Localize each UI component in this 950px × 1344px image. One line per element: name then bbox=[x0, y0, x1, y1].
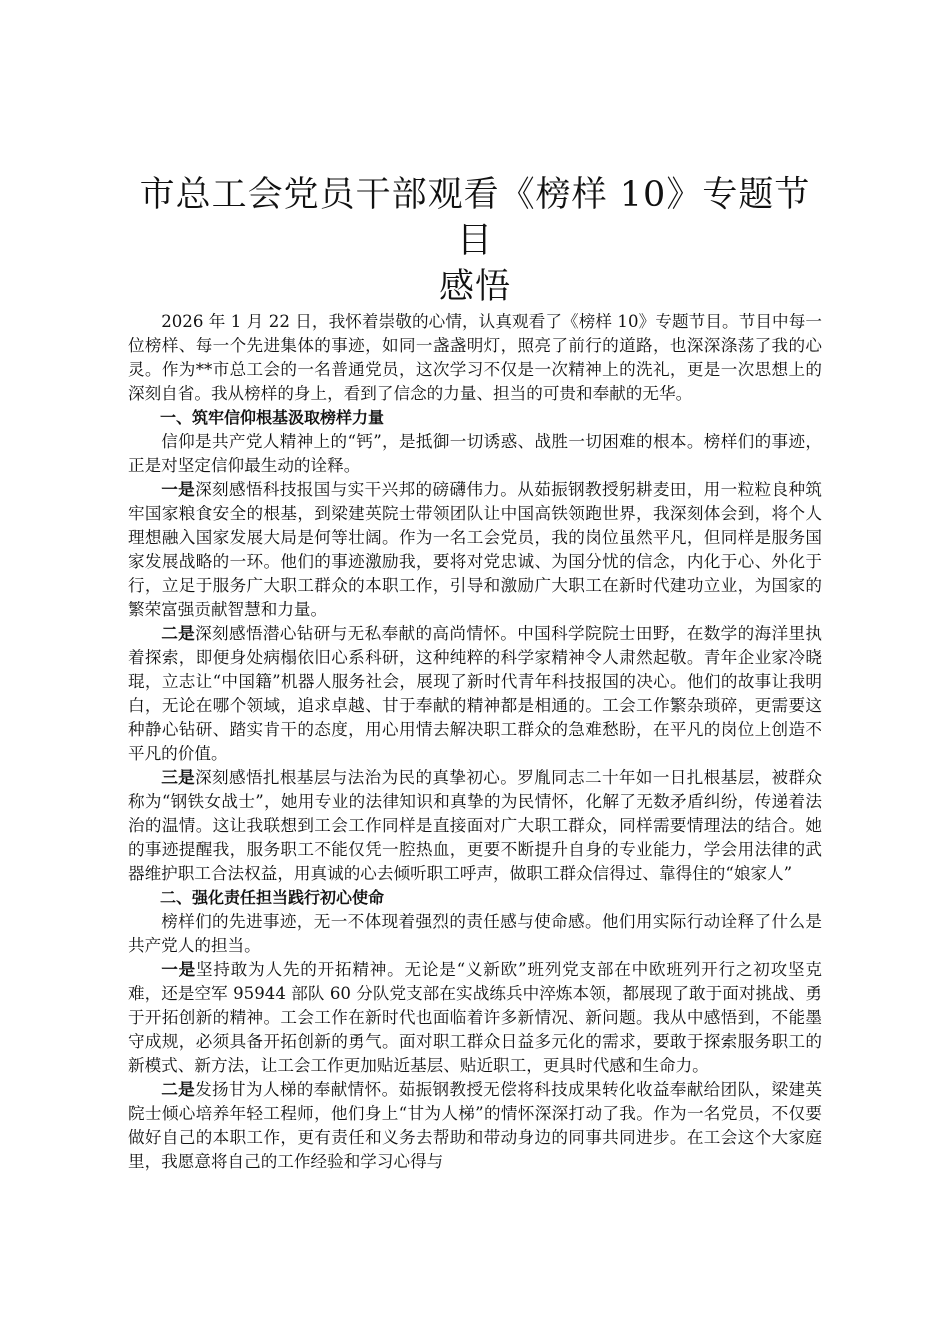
paragraph-text: 一、筑牢信仰根基汲取榜样力量 bbox=[160, 408, 385, 427]
document-title bbox=[128, 172, 822, 310]
body-paragraph bbox=[128, 958, 822, 1078]
paragraph-text: 2026 年 1 月 22 日，我怀着崇敬的心情，认真观看了《榜样 10》专题节目。节目中每一位榜样、每一个先进集体的事迹，如同一盏盏明灯，照亮了前行的道路，也深深涤荡了我的心灵。作为**市总工会的一名普通党员，这次学习不仅是一次精神上的洗礼，更是一次思想上的深刻自省。我从榜样的身上，看到了信念的力量、担当的可贵和奉献的无华。 bbox=[128, 312, 822, 403]
paragraph-text: 信仰是共产党人精神上的“钙”，是抵御一切诱惑、战胜一切困难的根本。榜样们的事迹，正是对坚定信仰最生动的诠释。 bbox=[128, 432, 822, 475]
body-paragraph bbox=[128, 310, 822, 406]
body-paragraph bbox=[128, 430, 822, 478]
paragraph-lead: 一是 bbox=[161, 960, 196, 979]
paragraph-text: 坚持敢为人先的开拓精神。无论是“义新欧”班列党支部在中欧班列开行之初攻坚克难，还是空军 95944 部队 60 分队党支部在实战练兵中淬炼本领，都展现了敢于面对挑战、勇于开拓创新的精神。工会工作在新时代也面临着许多新情况、新问题。我从中感悟到，不能墨守成规，必须具备开拓创新的勇气。面对职工群众日益多元化的需求，要敢于探索服务职工的新模式、新方法，让工会工作更加贴近基层、贴近职工，更具时代感和生命力。 bbox=[128, 960, 823, 1075]
paragraph-text: 二、强化责任担当践行初心使命 bbox=[160, 888, 385, 907]
paragraph-text: 榜样们的先进事迹，无一不体现着强烈的责任感与使命感。他们用实际行动诠释了什么是共产党人的担当。 bbox=[128, 912, 822, 955]
section-heading bbox=[128, 886, 822, 910]
document-content bbox=[128, 172, 822, 1174]
body-paragraph bbox=[128, 478, 822, 622]
body-paragraph bbox=[128, 910, 822, 958]
paragraph-text: 深刻感悟扎根基层与法治为民的真挚初心。罗胤同志二十年如一日扎根基层，被群众称为“钢铁女战士”，她用专业的法律知识和真挚的为民情怀，化解了无数矛盾纠纷，传递着法治的温情。这让我联想到工会工作同样是直接面对广大职工群众，同样需要情理法的结合。她的事迹提醒我，服务职工不能仅凭一腔热血，更要不断提升自身的专业能力，学会用法律的武器维护职工合法权益，用真诚的心去倾听职工呼声，做职工群众信得过、靠得住的“娘家人” bbox=[128, 768, 822, 883]
section-heading bbox=[128, 406, 822, 430]
paragraph-text: 发扬甘为人梯的奉献情怀。茹振钢教授无偿将科技成果转化收益奉献给团队，梁建英院士倾心培养年轻工程师，他们身上“甘为人梯”的情怀深深打动了我。作为一名党员，不仅要做好自己的本职工作，更有责任和义务去帮助和带动身边的同事共同进步。在工会这个大家庭里，我愿意将自己的工作经验和学习心得与 bbox=[128, 1080, 822, 1171]
title-line-1: 市总工会党员干部观看《榜样 10》专题节目 bbox=[139, 175, 811, 261]
body-paragraph bbox=[128, 766, 822, 886]
paragraph-lead: 二是 bbox=[161, 1080, 196, 1099]
paragraph-lead: 二是 bbox=[161, 624, 196, 643]
paragraph-text: 深刻感悟潜心钻研与无私奉献的高尚情怀。中国科学院院士田野，在数学的海洋里执着探索，即便身处病榻依旧心系科研，这种纯粹的科学家精神令人肃然起敬。青年企业家冷晓琨，立志让“中国籍”机器人服务社会，展现了新时代青年科技报国的决心。他们的故事让我明白，无论在哪个领域，追求卓越、甘于奉献的精神都是相通的。工会工作繁杂琐碎，更需要这种静心钻研、踏实肯干的态度，用心用情去解决职工群众的急难愁盼，在平凡的岗位上创造不平凡的价值。 bbox=[128, 624, 822, 763]
document-body bbox=[128, 310, 822, 1174]
paragraph-lead: 三是 bbox=[161, 768, 196, 787]
body-paragraph bbox=[128, 1078, 822, 1174]
body-paragraph bbox=[128, 622, 822, 766]
paragraph-text: 深刻感悟科技报国与实干兴邦的磅礴伟力。从茹振钢教授躬耕麦田，用一粒粒良种筑牢国家粮食安全的根基，到梁建英院士带领团队让中国高铁领跑世界，我深刻体会到，将个人理想融入国家发展大局是何等壮阔。作为一名工会党员，我的岗位虽然平凡，但同样是服务国家发展战略的一环。他们的事迹激励我，要将对党忠诚、为国分忧的信念，内化于心、外化于行，立足于服务广大职工群众的本职工作，引导和激励广大职工在新时代建功立业，为国家的繁荣富强贡献智慧和力量。 bbox=[128, 480, 822, 619]
paragraph-lead: 一是 bbox=[161, 480, 196, 499]
title-line-2: 感悟 bbox=[438, 267, 511, 307]
